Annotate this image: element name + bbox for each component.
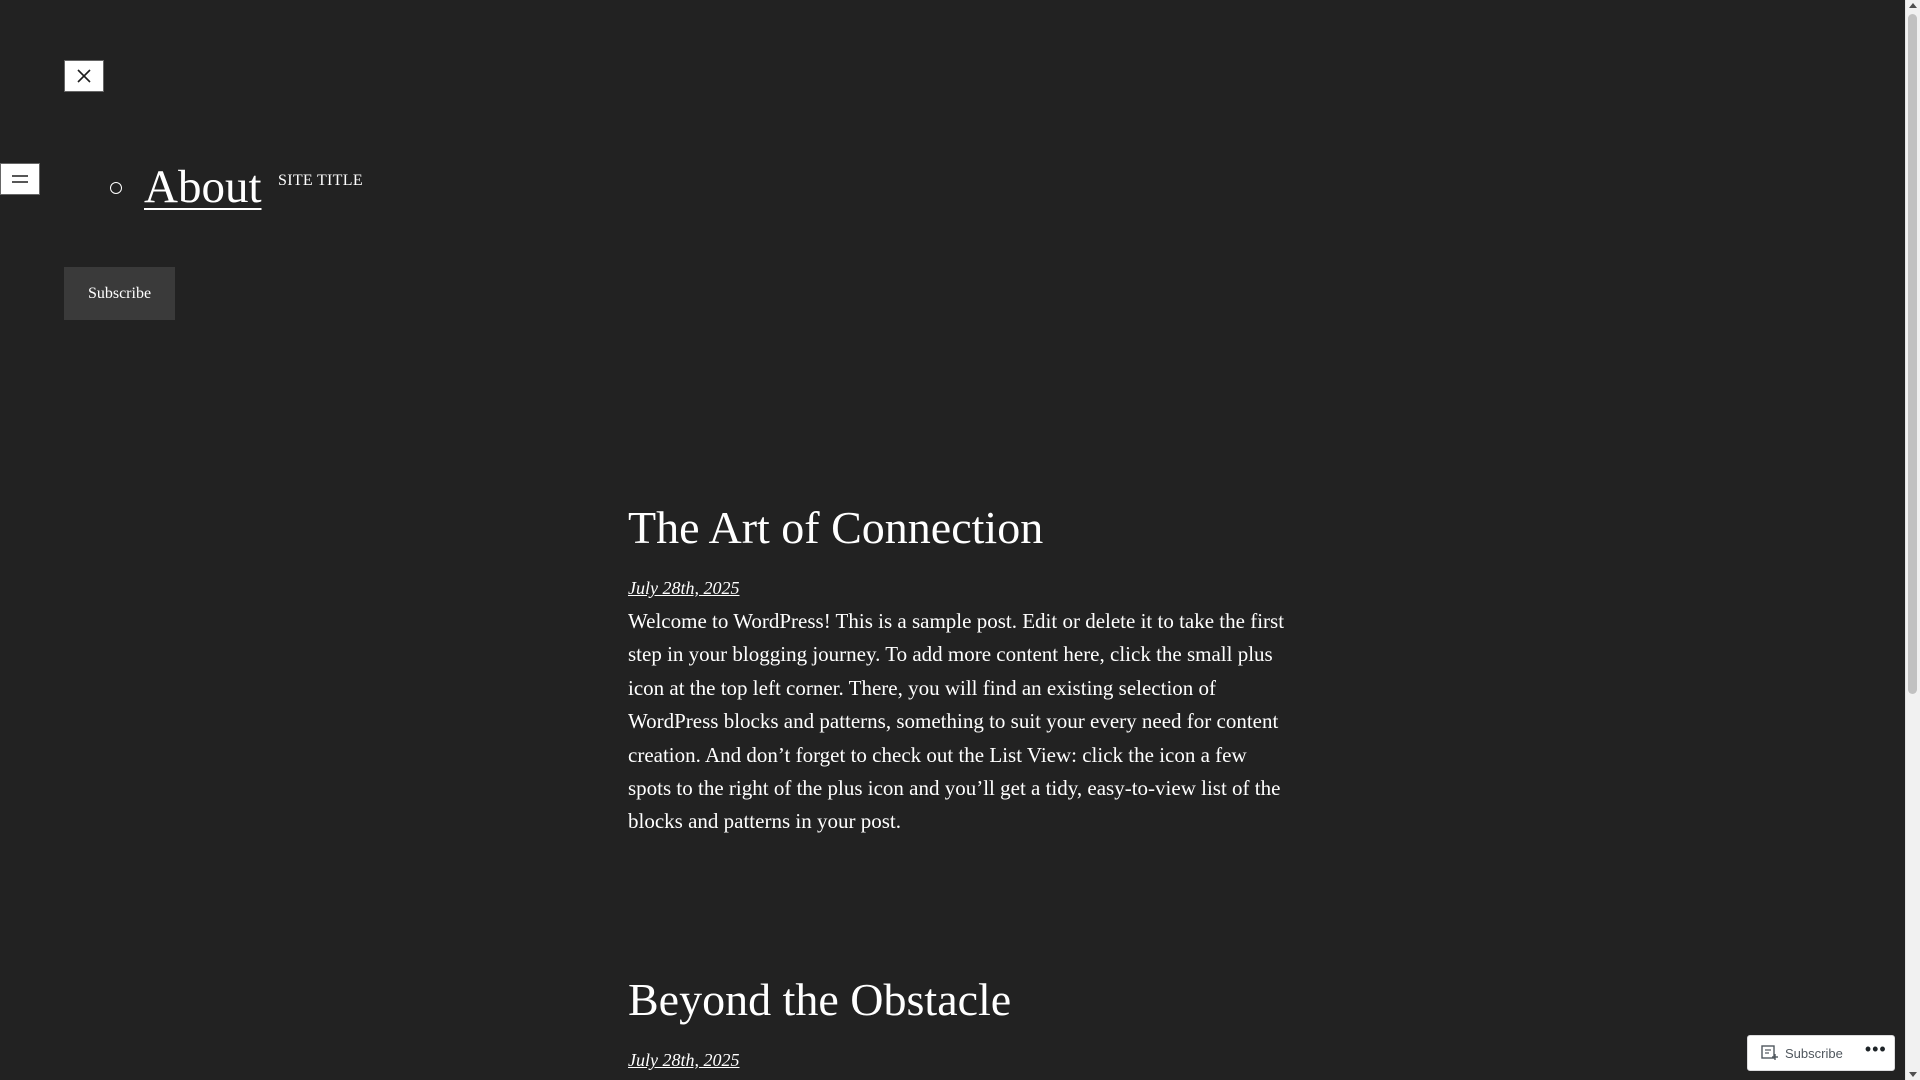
nav-bullet-icon bbox=[110, 182, 122, 194]
floating-subscribe-bar bbox=[1747, 1035, 1895, 1071]
post-excerpt: Welcome to WordPress! This is a sample post. Edit or delete it to take the first step in your blogging journey. To add more content here, click the small plus icon at the top left corner. There, you will find an existing selection of WordPress blocks and patterns, something to suit your every need for content creation. And don’t forget to check out the List View: click the icon a few spots to the right of the plus icon and you’ll get a tidy, easy-to-view list of the blocks and patterns in your post. bbox=[628, 609, 1285, 834]
reader-subscribe-icon bbox=[1761, 1045, 1779, 1061]
open-menu-button[interactable] bbox=[0, 163, 40, 195]
site-title[interactable]: SITE TITLE bbox=[278, 172, 363, 189]
close-icon bbox=[75, 67, 93, 85]
scrollbar-thumb[interactable] bbox=[1908, 14, 1917, 694]
post-item bbox=[628, 500, 1288, 839]
page-scrollbar[interactable] bbox=[1905, 0, 1920, 1080]
post-title[interactable]: The Art of Connection bbox=[628, 502, 1044, 553]
floating-subscribe-label: Subscribe bbox=[1785, 1045, 1843, 1061]
subscribe-button[interactable]: Subscribe bbox=[64, 267, 175, 320]
close-menu-button[interactable] bbox=[64, 60, 104, 92]
scroll-down-arrow-icon[interactable] bbox=[1909, 1072, 1917, 1077]
nav-item-about[interactable]: About bbox=[144, 161, 262, 213]
post-title[interactable]: Beyond the Obstacle bbox=[628, 974, 1012, 1025]
scroll-up-arrow-icon[interactable] bbox=[1909, 3, 1917, 8]
more-options-icon[interactable]: ••• bbox=[1864, 1039, 1887, 1059]
post-date-link[interactable]: July 28th, 2025 bbox=[628, 578, 740, 598]
post-date-link[interactable]: July 28th, 2025 bbox=[628, 1050, 740, 1070]
hamburger-menu-icon bbox=[10, 173, 30, 185]
floating-subscribe-button[interactable] bbox=[1748, 1036, 1843, 1070]
post-item bbox=[628, 972, 1288, 1072]
